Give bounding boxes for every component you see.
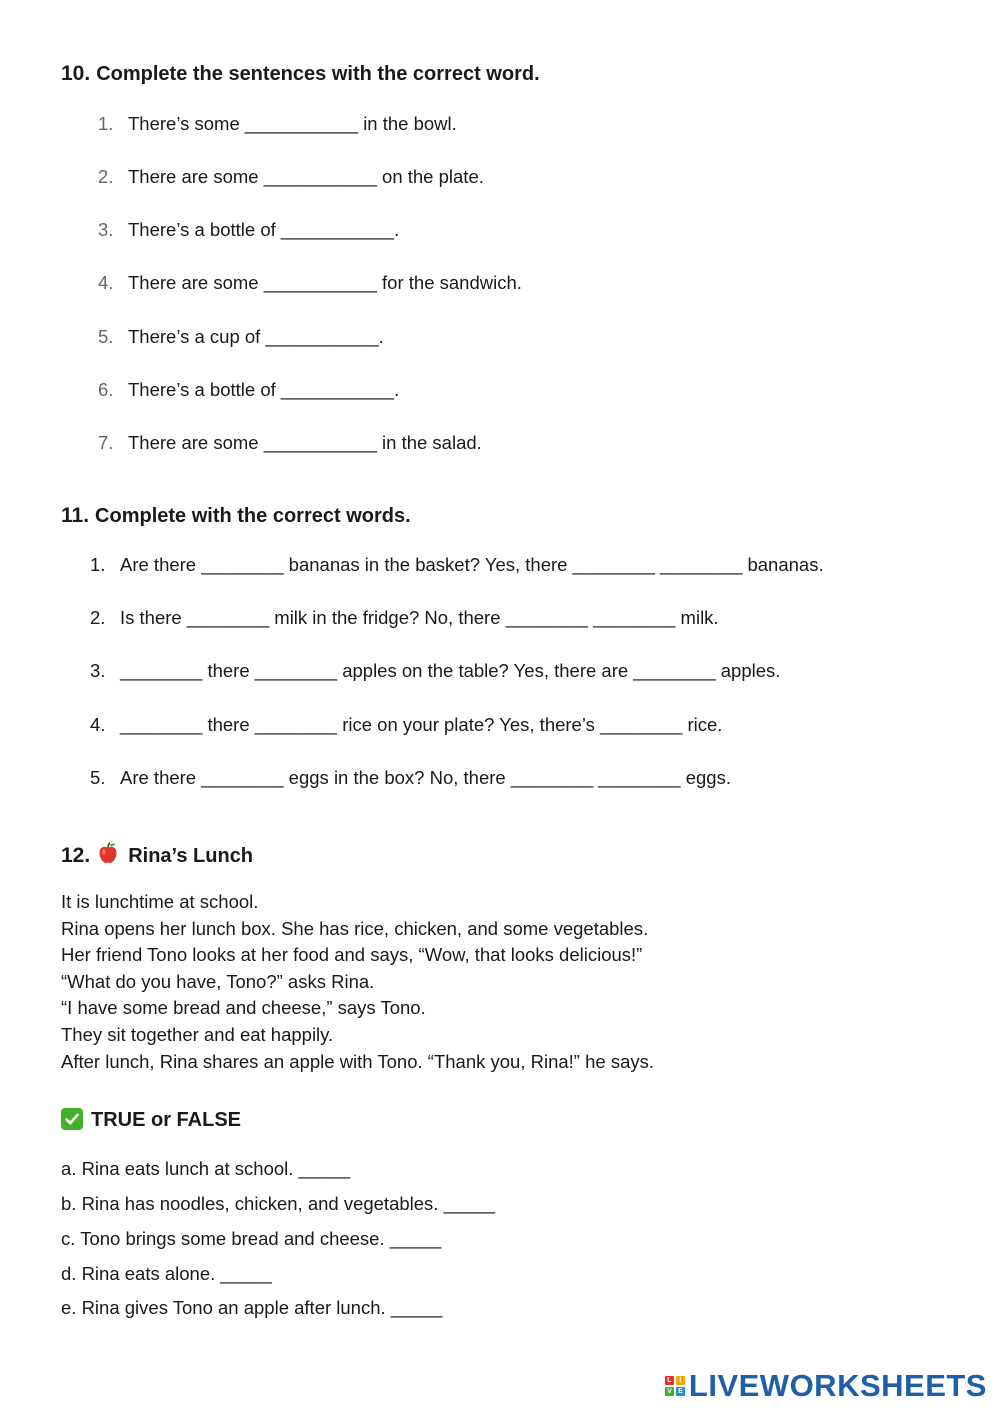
logo-letter: L: [665, 1376, 674, 1385]
section-12-heading: [61, 841, 253, 871]
item-text: There’s a cup of ___________.: [128, 326, 384, 347]
item-text: There are some ___________ in the salad.: [128, 432, 482, 453]
item-text: There are some ___________ on the plate.: [128, 166, 484, 187]
list-item: [98, 166, 484, 188]
item-number: 3.: [98, 219, 114, 240]
item-text: There’s some ___________ in the bowl.: [128, 113, 457, 134]
list-item: [98, 272, 522, 294]
list-item: [90, 607, 719, 629]
logo-text: LIVEWORKSHEETS: [688, 1368, 987, 1403]
list-item: c. Tono brings some bread and cheese. _____: [61, 1228, 442, 1249]
item-number: 5.: [98, 326, 114, 347]
item-text: Is there ________ milk in the fridge? No, there ________ ________ milk.: [120, 607, 719, 628]
item-text: Are there ________ bananas in the basket? Yes, there ________ ________ bananas.: [120, 554, 824, 575]
story-line: They sit together and eat happily.: [61, 1023, 334, 1045]
liveworksheets-logo[interactable]: [665, 1368, 987, 1404]
section-11-heading: [61, 504, 411, 528]
item-number: 1.: [98, 113, 114, 134]
story-line: It is lunchtime at school.: [61, 891, 259, 912]
list-item: a. Rina eats lunch at school. _____: [61, 1158, 350, 1179]
section-10-title: Complete the sentences with the correct word.: [96, 63, 540, 85]
section-10-heading: [61, 62, 540, 86]
item-number: 4.: [90, 714, 106, 735]
item-text: There’s a bottle of ___________.: [128, 219, 400, 240]
list-item: [90, 660, 780, 682]
list-item: [90, 767, 731, 789]
item-text: There’s a bottle of ___________.: [128, 379, 400, 400]
story-line: “I have some bread and cheese,” says Tono.: [61, 997, 426, 1019]
item-number: 3.: [90, 660, 106, 681]
list-item: [98, 219, 399, 241]
item-text: There are some ___________ for the sandwich.: [128, 272, 522, 293]
item-text: ________ there ________ rice on your plate? Yes, there’s ________ rice.: [120, 714, 723, 735]
list-item: b. Rina has noodles, chicken, and vegetables. _____: [61, 1193, 496, 1214]
apple-icon: [96, 841, 120, 871]
item-number: 5.: [90, 767, 106, 788]
section-12-number: 12.: [61, 844, 91, 867]
list-item: d. Rina eats alone. _____: [61, 1263, 272, 1284]
section-11-title: Complete with the correct words.: [95, 505, 411, 527]
item-number: 2.: [90, 607, 106, 628]
item-text: ________ there ________ apples on the table? Yes, there are ________ apples.: [120, 660, 781, 681]
item-number: 2.: [98, 166, 114, 187]
list-item: [98, 379, 399, 401]
true-false-title: TRUE or FALSE: [91, 1109, 242, 1131]
logo-letter: E: [676, 1387, 685, 1396]
section-10-number: 10.: [61, 62, 91, 85]
story-line: Her friend Tono looks at her food and says, “Wow, that looks delicious!”: [61, 944, 643, 966]
logo-letter: I: [676, 1376, 685, 1385]
list-item: [90, 554, 824, 576]
list-item: [90, 714, 722, 736]
item-number: 1.: [90, 554, 106, 575]
list-item: [98, 432, 482, 454]
story-text: [61, 889, 654, 1075]
item-number: 4.: [98, 272, 114, 293]
section-12-title: Rina’s Lunch: [128, 845, 254, 867]
section-11-number: 11.: [61, 504, 90, 527]
item-number: 7.: [98, 432, 114, 453]
story-line: After lunch, Rina shares an apple with Tono. “Thank you, Rina!” he says.: [61, 1050, 655, 1072]
list-item: e. Rina gives Tono an apple after lunch. _____: [61, 1297, 443, 1318]
logo-grid-icon: [665, 1376, 685, 1396]
item-text: Are there ________ eggs in the box? No, there ________ ________ eggs.: [120, 767, 731, 788]
item-number: 6.: [98, 379, 114, 400]
true-false-heading: [61, 1108, 241, 1132]
story-line: Rina opens her lunch box. She has rice, chicken, and some vegetables.: [61, 917, 649, 939]
story-line: “What do you have, Tono?” asks Rina.: [61, 970, 375, 992]
list-item: [98, 326, 384, 348]
logo-letter: V: [665, 1387, 674, 1396]
list-item: [98, 113, 457, 135]
check-mark-icon: [61, 1108, 83, 1130]
